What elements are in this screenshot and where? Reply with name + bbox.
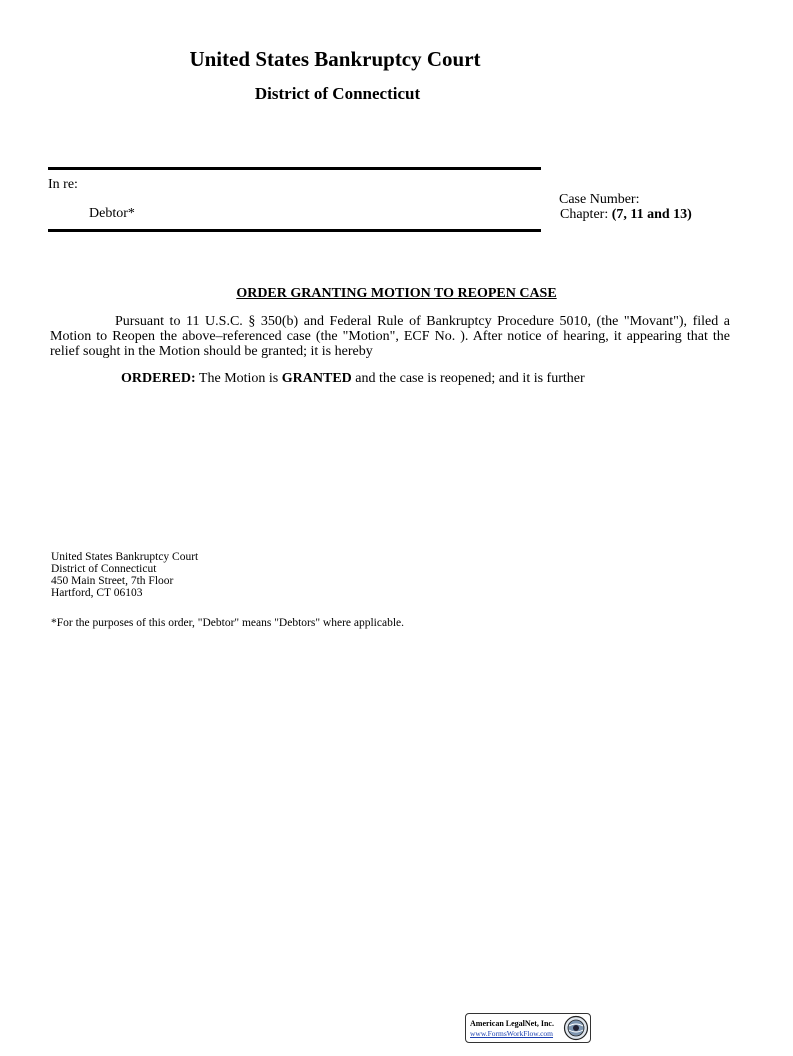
ordered-text-1: The Motion is xyxy=(198,371,279,386)
in-re-label: In re: xyxy=(48,177,78,192)
address-line-4: Hartford, CT 06103 xyxy=(51,587,143,599)
district-title: District of Connecticut xyxy=(254,84,421,103)
debtor-footnote: *For the purposes of this order, "Debtor" means "Debtors" where applicable. xyxy=(51,617,405,629)
address-line-2: District of Connecticut xyxy=(51,563,157,575)
address-line-1: United States Bankruptcy Court xyxy=(51,551,199,563)
order-title: ORDER GRANTING MOTION TO REOPEN CASE xyxy=(236,286,557,301)
ordered-text-2: and the case is reopened; and it is further xyxy=(355,371,585,386)
caption-top-rule xyxy=(48,167,541,170)
badge-url-link[interactable]: www.FormsWorkFlow.com xyxy=(470,1029,554,1038)
case-number-label: Case Number: xyxy=(559,192,640,207)
chapter-value: (7, 11 and 13) xyxy=(611,207,692,222)
legalnet-badge[interactable] xyxy=(465,1013,591,1043)
court-title: United States Bankruptcy Court xyxy=(189,47,481,71)
caption-bottom-rule xyxy=(48,229,541,232)
court-address xyxy=(51,551,198,599)
granted-label: GRANTED xyxy=(281,371,352,386)
ordered-paragraph xyxy=(121,371,585,387)
debtor-label: Debtor* xyxy=(89,206,135,221)
badge-company-name: American LegalNet, Inc. xyxy=(470,1019,554,1028)
globe-icon xyxy=(563,1015,589,1041)
address-line-3: 450 Main Street, 7th Floor xyxy=(51,575,174,587)
chapter-line xyxy=(560,207,692,223)
ordered-label: ORDERED: xyxy=(121,371,196,386)
order-body-paragraph: Pursuant to 11 U.S.C. § 350(b) and Federal Rule of Bankruptcy Procedure 5010, (the "Movant"), filed a Motion to Reopen the above–referenced case (the "Motion", ECF No. ). After notice of hearing, it appearing that the relief sought in the Motion should be granted; it is hereby xyxy=(50,314,730,359)
chapter-label: Chapter: xyxy=(560,207,609,222)
